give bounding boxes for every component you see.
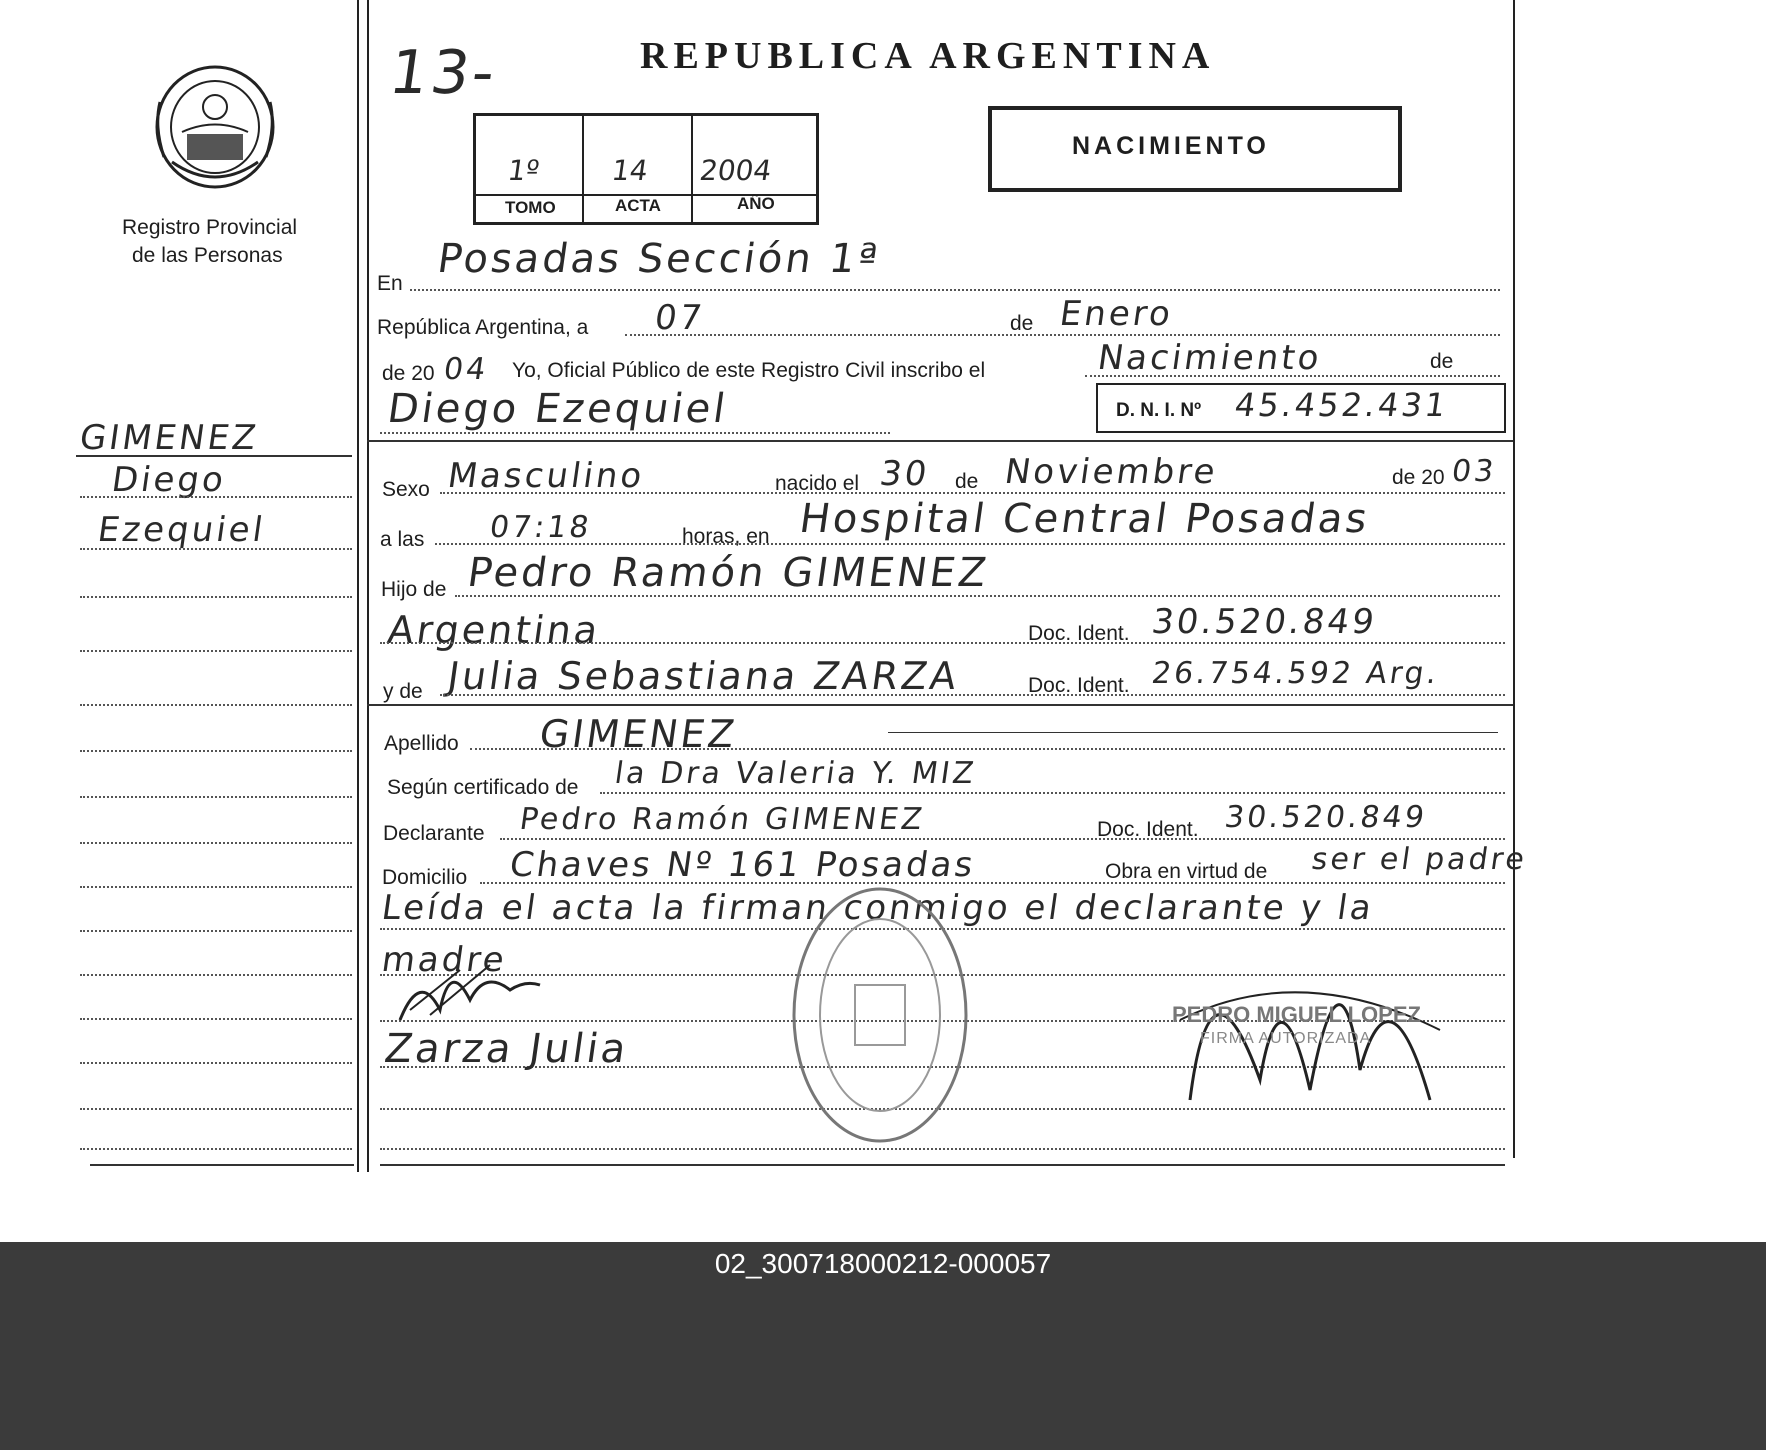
official-round-stamp [790,885,970,1145]
declarante-doc-label: Doc. Ident. [1097,818,1199,841]
mother-doc-value: 26.754.592 Arg. [1149,656,1442,691]
acta-value: 14 [609,154,650,187]
right-border [1513,0,1515,1158]
father-doc-label: Doc. Ident. [1028,622,1130,645]
obra-label: Obra en virtud de [1105,860,1268,883]
mother-name-value: Julia Sebastiana ZARZA [444,654,963,698]
hijo-label: Hijo de [381,578,447,601]
handwritten-mark: 13- [385,38,502,108]
birth-day-value: 30 [877,454,933,494]
birth-month-value: Noviembre [1002,452,1221,492]
closing-line2: madre [379,940,510,980]
child-name-value: Diego Ezequiel [384,386,731,432]
country-title: REPUBLICA ARGENTINA [640,35,1216,77]
declarante-label: Declarante [383,822,485,845]
day-value: 07 [652,298,708,338]
registry-name-line1: Registro Provincial [122,216,298,239]
father-name-value: Pedro Ramón GIMENEZ [464,550,992,596]
y-de-label: y de [383,680,423,703]
margin-first-name: Diego [109,460,229,500]
de-label: de [1010,312,1034,335]
nacido-label: nacido el [775,472,860,495]
dni-value: 45.452.431 [1232,386,1451,424]
tomo-label: TOMO [505,198,556,217]
sexo-value: Masculino [445,456,648,496]
birth-year-value: 03 [1449,454,1499,489]
provincial-seal-emblem [152,62,278,192]
certificado-value: la Dra Valeria Y. MIZ [612,756,979,791]
de-label2: de [1430,350,1454,373]
birth-year-prefix: de 20 [1392,466,1445,489]
father-doc-value: 30.520.849 [1149,602,1380,642]
record-type-label: NACIMIENTO [1072,132,1270,160]
left-column-divider-inner [367,0,369,1172]
de-label3: de [955,470,979,493]
margin-surname: GIMENEZ [77,418,262,458]
mother-signature: Zarza Julia [381,1026,632,1072]
father-nationality-value: Argentina [384,608,604,652]
apellido-value: GIMENEZ [536,712,741,756]
event-value: Nacimiento [1095,338,1325,378]
tomo-value: 1º [505,154,542,187]
sexo-label: Sexo [382,478,430,501]
a-las-label: a las [380,528,425,551]
obra-value: ser el padre [1309,842,1530,877]
domicilio-value: Chaves Nº 161 Posadas [507,845,979,885]
footer-document-id: 02_300718000212-000057 [714,1248,1052,1279]
declarante-doc-value: 30.520.849 [1222,800,1430,835]
official-name: PEDRO MIGUEL LOPEZ [1172,1002,1421,1027]
registry-name-line2: de las Personas [132,244,283,267]
ano-value: 2004 [697,154,774,187]
hour-value: 07:18 [487,510,594,545]
month-value: Enero [1057,294,1176,334]
domicilio-label: Domicilio [382,866,468,889]
dni-label: D. N. I. Nº [1116,400,1202,421]
ano-label: AÑO [737,194,775,213]
horas-label: horas, en [682,525,770,548]
closing-line1: Leída el acta la firman conmigo el declarante y la [379,888,1377,928]
margin-second-name: Ezequiel [95,510,269,550]
officer-text: Yo, Oficial Público de este Registro Civil inscribo el [512,359,986,382]
father-signature-mark [390,950,550,1030]
acta-label: ACTA [615,196,661,215]
certificado-label: Según certificado de [387,776,579,799]
republica-label: República Argentina, a [377,316,589,339]
en-label: En [377,272,403,295]
mother-doc-label: Doc. Ident. [1028,674,1130,697]
birth-place-value: Hospital Central Posadas [796,496,1373,542]
official-title: FIRMA AUTORIZADA [1200,1030,1372,1047]
left-column-divider [357,0,359,1172]
year-prefix-label: de 20 [382,362,435,385]
declarante-value: Pedro Ramón GIMENEZ [517,802,928,837]
year-value: 04 [441,352,491,387]
apellido-label: Apellido [384,732,459,755]
en-value: Posadas Sección 1ª [434,236,884,282]
